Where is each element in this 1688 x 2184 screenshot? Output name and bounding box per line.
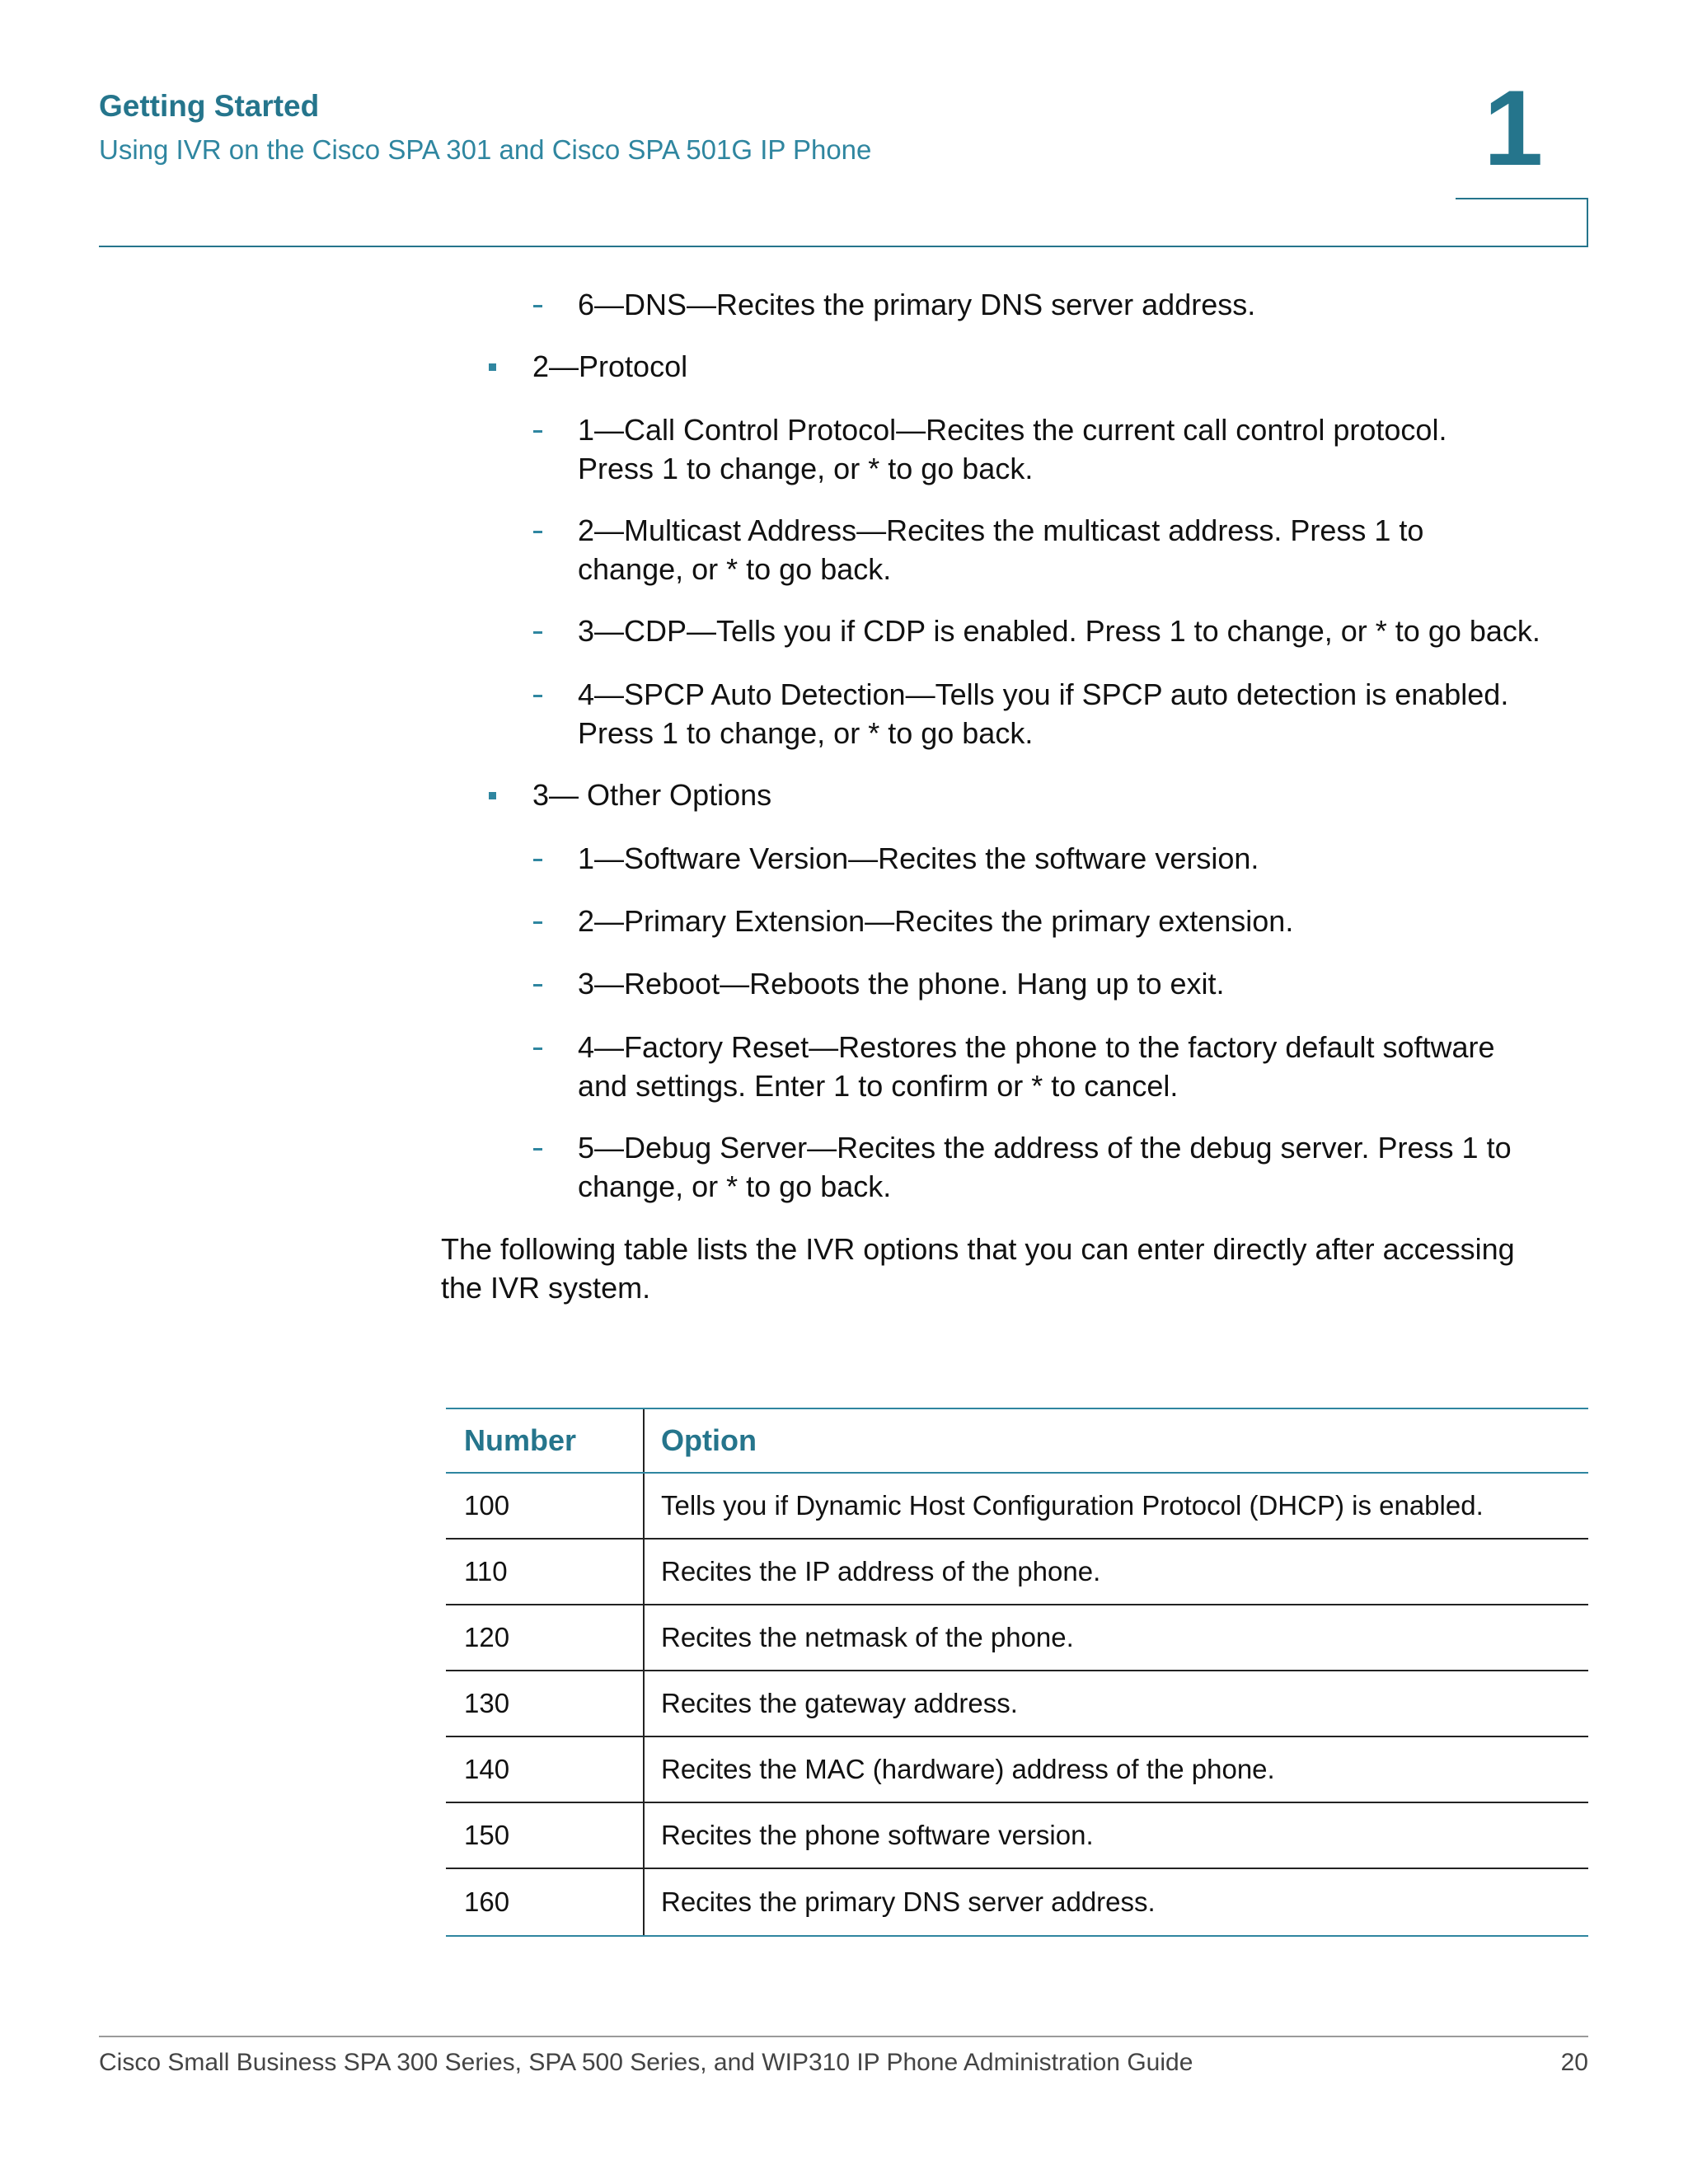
dash-bullet-icon — [533, 430, 542, 433]
list-item-debug-server-line2: change, or * to go back. — [578, 1169, 892, 1203]
list-item-spcp-line1: 4—SPCP Auto Detection—Tells you if SPCP auto detection is enabled. — [578, 677, 1509, 711]
page-number: 20 — [1560, 2049, 1588, 2076]
dash-bullet-icon — [533, 1047, 542, 1050]
dash-bullet-icon — [533, 921, 542, 924]
table-row — [446, 1474, 1588, 1540]
table-cell-number: 120 — [446, 1605, 645, 1670]
table-row — [446, 1869, 1588, 1935]
dash-bullet-icon — [533, 305, 542, 307]
table-row — [446, 1605, 1588, 1671]
chapter-number: 1 — [1484, 68, 1544, 188]
table-row — [446, 1737, 1588, 1803]
table-row — [446, 1540, 1588, 1605]
column-header-number: Number — [446, 1409, 645, 1472]
list-item-multicast-line2: change, or * to go back. — [578, 552, 892, 586]
list-item-cdp: 3—CDP—Tells you if CDP is enabled. Press 1 to change, or * to go back. — [578, 614, 1540, 648]
list-item-multicast-line1: 2—Multicast Address—Recites the multicast address. Press 1 to — [578, 513, 1424, 547]
table-cell-option: Recites the MAC (hardware) address of the phone. — [661, 1754, 1275, 1784]
list-item-other-options: 3— Other Options — [532, 778, 772, 812]
dash-bullet-icon — [533, 531, 542, 533]
table-header-row — [446, 1409, 1588, 1474]
list-item-primary-extension: 2—Primary Extension—Recites the primary extension. — [578, 904, 1294, 938]
chapter-title: Getting Started — [99, 89, 320, 123]
list-item-call-control-line1: 1—Call Control Protocol—Recites the current call control protocol. — [578, 413, 1447, 447]
table-cell-option: Recites the IP address of the phone. — [661, 1556, 1101, 1586]
ivr-options-table — [446, 1408, 1588, 1937]
header-divider — [99, 246, 1588, 247]
square-bullet-icon — [489, 363, 496, 371]
table-cell-number: 160 — [446, 1869, 645, 1935]
table-row — [446, 1803, 1588, 1869]
list-item-dns: 6—DNS—Recites the primary DNS server address. — [578, 288, 1256, 321]
table-cell-number: 130 — [446, 1671, 645, 1736]
intro-paragraph-line2: the IVR system. — [441, 1271, 651, 1305]
footer-divider — [99, 2036, 1588, 2037]
section-title: Using IVR on the Cisco SPA 301 and Cisco SPA 501G IP Phone — [99, 134, 872, 165]
dash-bullet-icon — [533, 984, 542, 987]
dash-bullet-icon — [533, 859, 542, 861]
dash-bullet-icon — [533, 1148, 542, 1151]
column-header-option: Option — [661, 1423, 757, 1457]
intro-paragraph-line1: The following table lists the IVR options that you can enter directly after accessing — [441, 1232, 1515, 1266]
list-item-call-control-line2: Press 1 to change, or * to go back. — [578, 452, 1034, 485]
list-item-debug-server-line1: 5—Debug Server—Recites the address of the debug server. Press 1 to — [578, 1131, 1512, 1165]
footer-guide-title: Cisco Small Business SPA 300 Series, SPA 500 Series, and WIP310 IP Phone Administration Guide — [99, 2049, 1193, 2076]
list-item-factory-reset-line1: 4—Factory Reset—Restores the phone to the factory default software — [578, 1030, 1495, 1064]
table-cell-number: 150 — [446, 1803, 645, 1868]
list-item-spcp-line2: Press 1 to change, or * to go back. — [578, 716, 1034, 750]
table-cell-number: 100 — [446, 1474, 645, 1538]
list-item-factory-reset-line2: and settings. Enter 1 to confirm or * to cancel. — [578, 1069, 1179, 1103]
list-item-software-version: 1—Software Version—Recites the software version. — [578, 841, 1259, 875]
dash-bullet-icon — [533, 631, 542, 634]
table-cell-number: 110 — [446, 1540, 645, 1604]
table-row — [446, 1671, 1588, 1737]
table-cell-option: Recites the primary DNS server address. — [661, 1886, 1156, 1917]
square-bullet-icon — [489, 792, 496, 799]
table-cell-option: Recites the netmask of the phone. — [661, 1622, 1074, 1652]
list-item-protocol: 2—Protocol — [532, 349, 688, 383]
table-cell-option: Tells you if Dynamic Host Configuration Protocol (DHCP) is enabled. — [661, 1490, 1484, 1521]
table-cell-option: Recites the phone software version. — [661, 1820, 1094, 1850]
list-item-reboot: 3—Reboot—Reboots the phone. Hang up to exit. — [578, 967, 1225, 1001]
chapter-tab-box — [1456, 198, 1588, 247]
dash-bullet-icon — [533, 695, 542, 697]
table-cell-number: 140 — [446, 1737, 645, 1802]
table-cell-option: Recites the gateway address. — [661, 1688, 1018, 1718]
